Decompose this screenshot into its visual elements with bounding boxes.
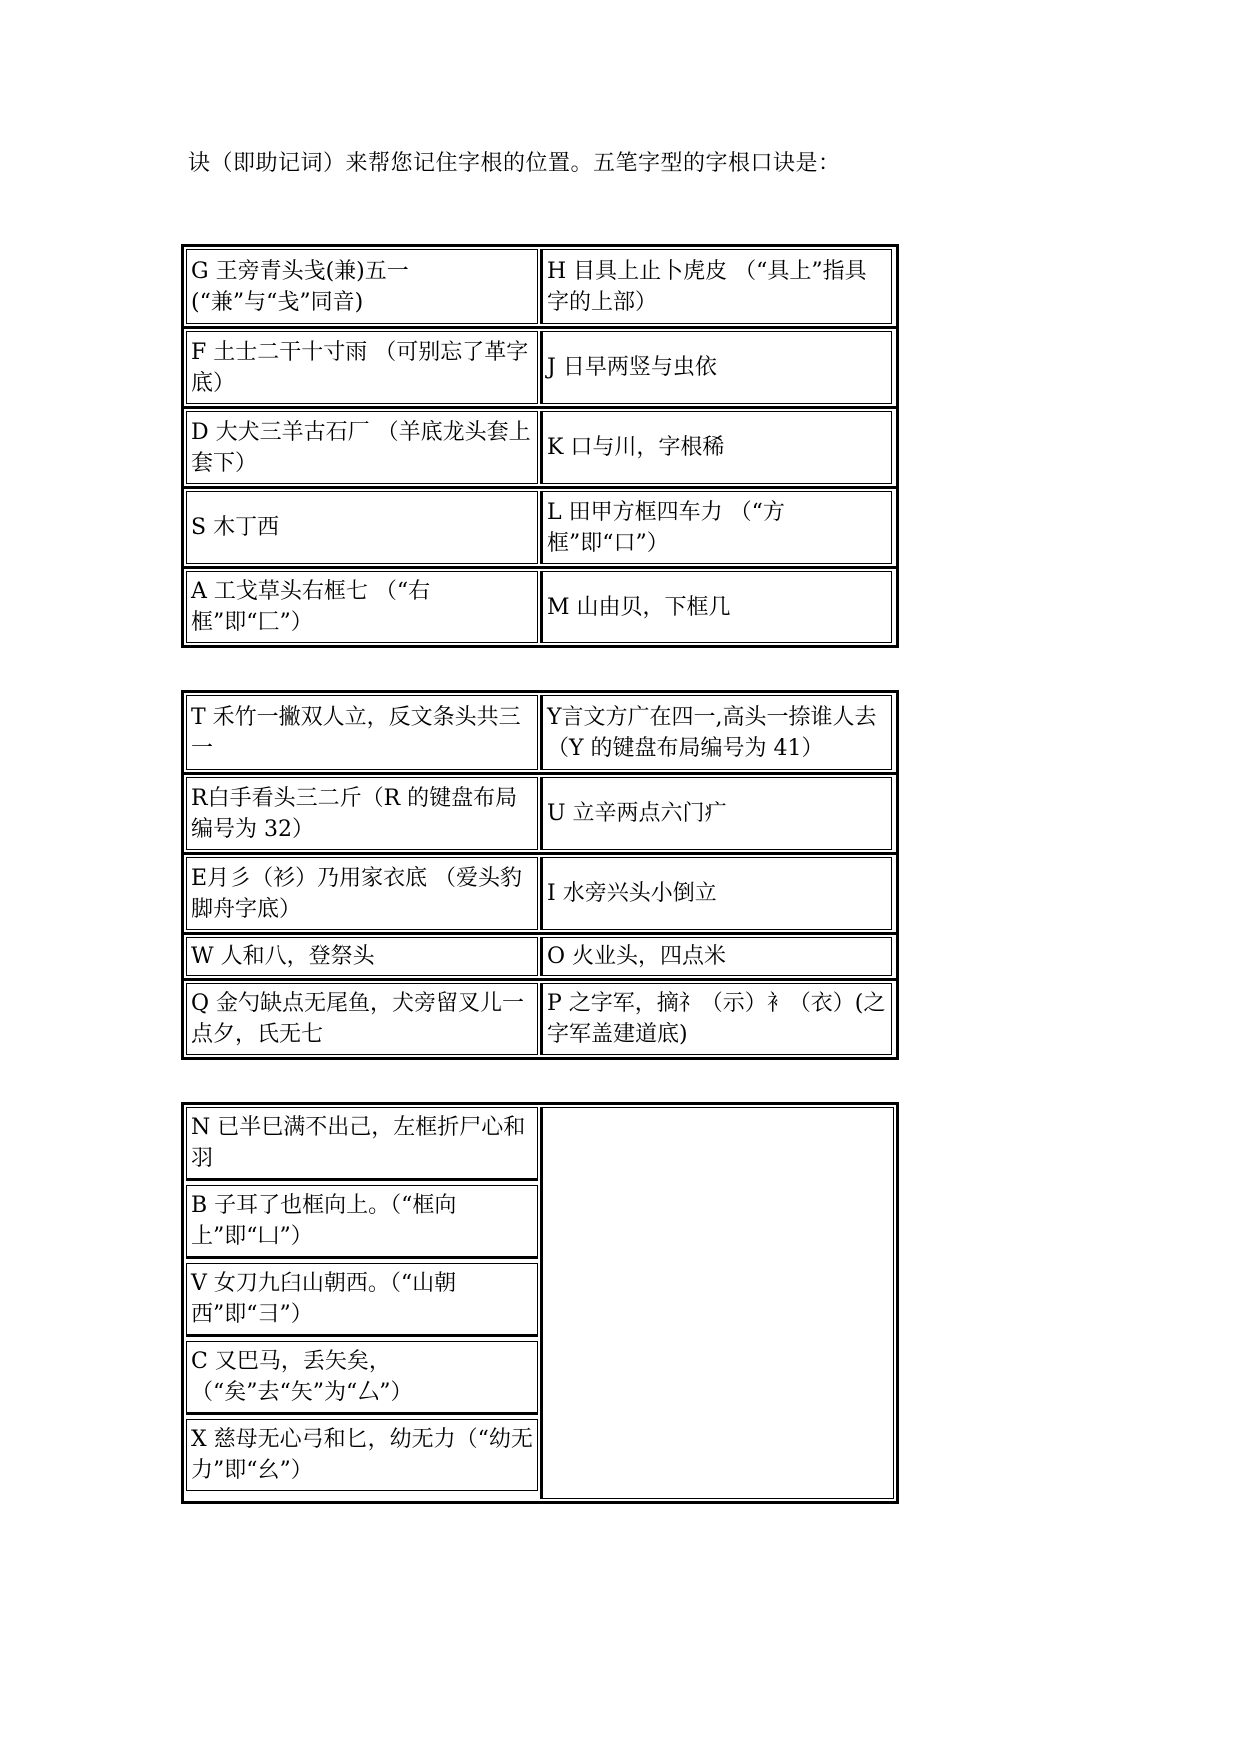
cell-text: Q 金勺缺点无尾鱼，犬旁留叉儿一点夕，氏无七 bbox=[191, 991, 525, 1047]
table-row bbox=[184, 489, 896, 569]
cell-text: J 日早两竖与虫依 bbox=[547, 355, 717, 380]
table-row bbox=[184, 569, 896, 645]
table-cell bbox=[186, 1341, 538, 1415]
table-cell bbox=[540, 983, 892, 1055]
radical-table-3 bbox=[181, 1102, 899, 1504]
table-cell bbox=[186, 857, 538, 930]
cell-text: W 人和八，登祭头 bbox=[191, 944, 375, 969]
cell-text: U 立辛两点六门疒 bbox=[547, 801, 727, 826]
empty-cell bbox=[540, 1107, 894, 1499]
cell-text: F 土士二干十寸雨 （可别忘了革字底） bbox=[191, 339, 529, 396]
table-cell bbox=[540, 777, 892, 850]
cell-text: G 王旁青头戋(兼)五一(“兼”与“戋”同音) bbox=[191, 258, 409, 315]
cell-text: B 子耳了也框向上。（“框向上”即“凵”） bbox=[191, 1193, 457, 1249]
table-cell bbox=[186, 571, 538, 643]
cell-text: E月彡（衫）乃用家衣底 （爱头豹脚舟字底） bbox=[191, 865, 523, 922]
table-cell bbox=[186, 331, 538, 404]
table-cell bbox=[540, 249, 892, 324]
cell-text: M 山由贝，下框几 bbox=[547, 594, 731, 620]
table-cell bbox=[186, 1107, 538, 1181]
cell-text: L 田甲方框四车力 （“方框”即“口”） bbox=[547, 499, 785, 556]
cell-text: S 木丁西 bbox=[191, 515, 280, 540]
table-body bbox=[184, 1105, 896, 1501]
cell-text: X 慈母无心弓和匕，幼无力（“幼无力”即“幺”） bbox=[191, 1427, 533, 1483]
cell-text: H 目具上止卜虎皮 （“具上”指具字的上部） bbox=[547, 258, 867, 315]
table-cell bbox=[186, 1419, 538, 1491]
table-cell bbox=[540, 571, 892, 643]
cell-text: A 工戈草头右框七 （“右框”即“匚”） bbox=[191, 579, 431, 635]
cell-text: N 已半巳满不出己，左框折尸心和羽 bbox=[191, 1115, 526, 1171]
table-row bbox=[184, 775, 896, 855]
cell-text: I 水旁兴头小倒立 bbox=[547, 881, 717, 906]
table-cell bbox=[540, 857, 892, 930]
table-row bbox=[184, 329, 896, 409]
cell-text: D 大犬三羊古石厂 （羊底龙头套上套下） bbox=[191, 419, 531, 476]
table-cell bbox=[186, 777, 538, 850]
table-cell bbox=[186, 937, 538, 976]
left-column bbox=[184, 1105, 540, 1501]
table-row bbox=[184, 855, 896, 935]
radical-table-2 bbox=[181, 690, 899, 1060]
table-cell bbox=[540, 491, 892, 564]
table-cell bbox=[186, 491, 538, 564]
cell-text: O 火业头，四点米 bbox=[547, 944, 727, 969]
table-cell bbox=[186, 411, 538, 484]
cell-text: V 女刀九臼山朝西。（“山朝西”即“彐”） bbox=[191, 1271, 457, 1327]
table-row bbox=[184, 247, 896, 329]
table-cell bbox=[186, 1263, 538, 1337]
radical-table-1 bbox=[181, 244, 899, 648]
table-row bbox=[184, 693, 896, 775]
table-cell bbox=[186, 1185, 538, 1259]
cell-text: P 之字军，摘礻（示）衤（衣）(之字军盖建道底) bbox=[547, 991, 886, 1047]
table-cell bbox=[186, 983, 538, 1055]
cell-text: K 口与川，字根稀 bbox=[547, 435, 725, 460]
table-row bbox=[184, 935, 896, 981]
cell-text: C 又巴马，丢矢矣，（“矣”去“矢”为“厶”） bbox=[191, 1349, 413, 1405]
table-cell bbox=[540, 411, 892, 484]
table-cell bbox=[186, 695, 538, 770]
table-cell bbox=[540, 331, 892, 404]
table-row bbox=[184, 981, 896, 1057]
table-cell bbox=[186, 249, 538, 324]
cell-text: R白手看头三二斤（R 的键盘布局编号为 32） bbox=[191, 785, 518, 842]
table-cell bbox=[540, 695, 892, 770]
table-cell bbox=[540, 937, 892, 976]
table-row bbox=[184, 409, 896, 489]
intro-text: 诀（即助记词）来帮您记住字根的位置。五笔字型的字根口诀是： bbox=[188, 151, 841, 176]
cell-text: Y言文方广在四一,高头一捺谁人去（Y 的键盘布局编号为 41） bbox=[547, 704, 877, 761]
cell-text: T 禾竹一撇双人立，反文条头共三一 bbox=[191, 704, 521, 761]
